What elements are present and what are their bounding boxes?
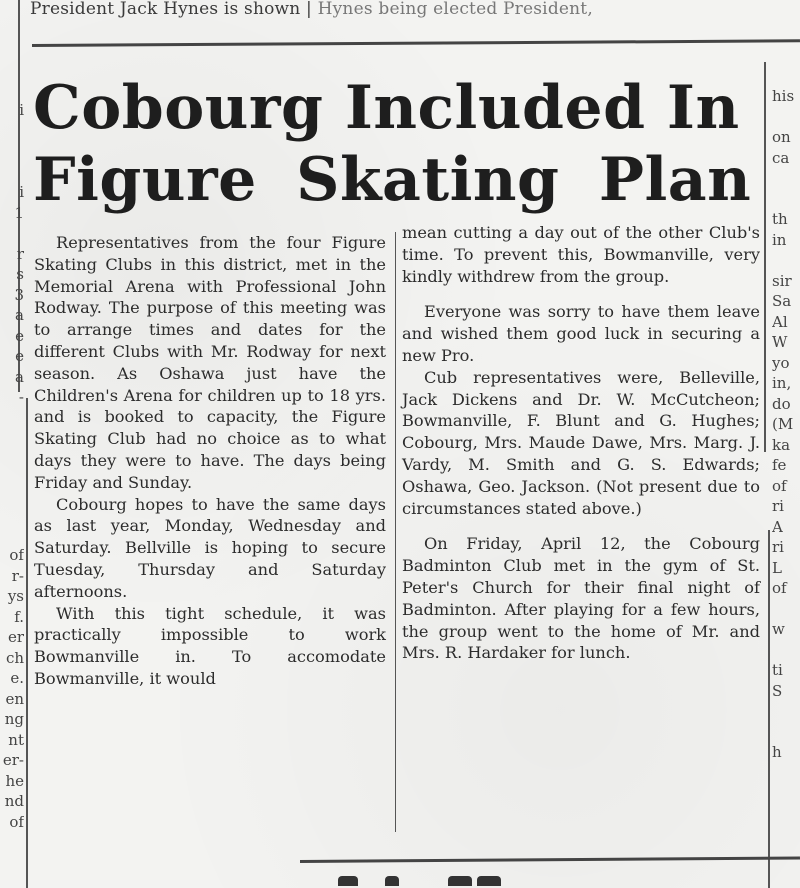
headline-line-2: Figure Skating Plan xyxy=(33,145,752,215)
headline-line-1: Cobourg Included In xyxy=(33,73,740,143)
paragraph: Cobourg hopes to have the same days as last year, Monday, Wednesday and Saturday. Bellville is hoping to secure Tuesday, Thursday and Saturday afternoons. xyxy=(34,494,386,601)
next-headline-fragment xyxy=(448,876,472,886)
left-margin-fragments-bottom: of r- ys f. er ch e. en ng nt er- he nd of xyxy=(2,546,24,831)
paragraph: With this tight schedule, it was practically impossible to work Bowmanville in. To accomodate Bowmanville, it would xyxy=(34,603,386,688)
article-headline xyxy=(33,72,763,216)
paragraph: mean cutting a day out of the other Club's time. To prevent this, Bowmanville, very kindly withdrew from the group. xyxy=(402,223,760,286)
caption-divider: | xyxy=(306,0,318,19)
paragraph: Cub representatives were, Belleville, Jack Dickens and Dr. W. McCutcheon; Bowmanville, F. Blunt and G. Hughes; Cobourg, Mrs. Maude Dawe, Mrs. Marg. J. Vardy, M. Smith and G. S. Edwards; Oshawa, Geo. Jackson. (Not present due to circumstances stated above.) xyxy=(402,367,760,518)
right-margin-fragments: his on ca th in sir Sa Al W yo in, do (M ka fe of ri A ri L of w ti S h xyxy=(772,87,795,761)
left-column-rule-lower xyxy=(26,398,28,888)
paragraph: On Friday, April 12, the Cobourg Badminton Club met in the gym of St. Peter's Church for their final night of Badminton. After playing for a few hours, the group went to the home of Mr. and Mrs. R. Hardaker for lunch. xyxy=(402,534,760,663)
next-headline-fragment xyxy=(477,876,501,886)
left-margin-fragments-top: i i 1 r s 3 a e e a - xyxy=(14,101,24,406)
paragraph: Representatives from the four Figure Skating Clubs in this district, met in the Memorial Arena with Professional John Rodway. The purpose of this meeting was to arrange times and dates for the different Clubs with Mr. Rodway for next season. As Oshawa just have the Children's Arena for children up to 18 yrs. and is booked to capacity, the Figure Skating Club had no choice as to what days they were to have. The days being Friday and Sunday. xyxy=(34,233,386,492)
article-column-2 xyxy=(402,222,760,664)
next-headline-fragment xyxy=(338,876,358,886)
paragraph: Everyone was sorry to have them leave and wished them good luck in securing a new Pro. xyxy=(402,302,760,365)
caption-left: President Jack Hynes is shown xyxy=(30,0,301,19)
previous-article-caption xyxy=(30,0,770,22)
article-column-1 xyxy=(34,232,386,690)
right-column-rule xyxy=(764,62,766,452)
right-column-rule-lower xyxy=(768,530,770,888)
center-column-rule xyxy=(395,232,396,832)
caption-right: Hynes being elected President, xyxy=(317,0,593,19)
next-headline-fragment xyxy=(385,876,399,886)
